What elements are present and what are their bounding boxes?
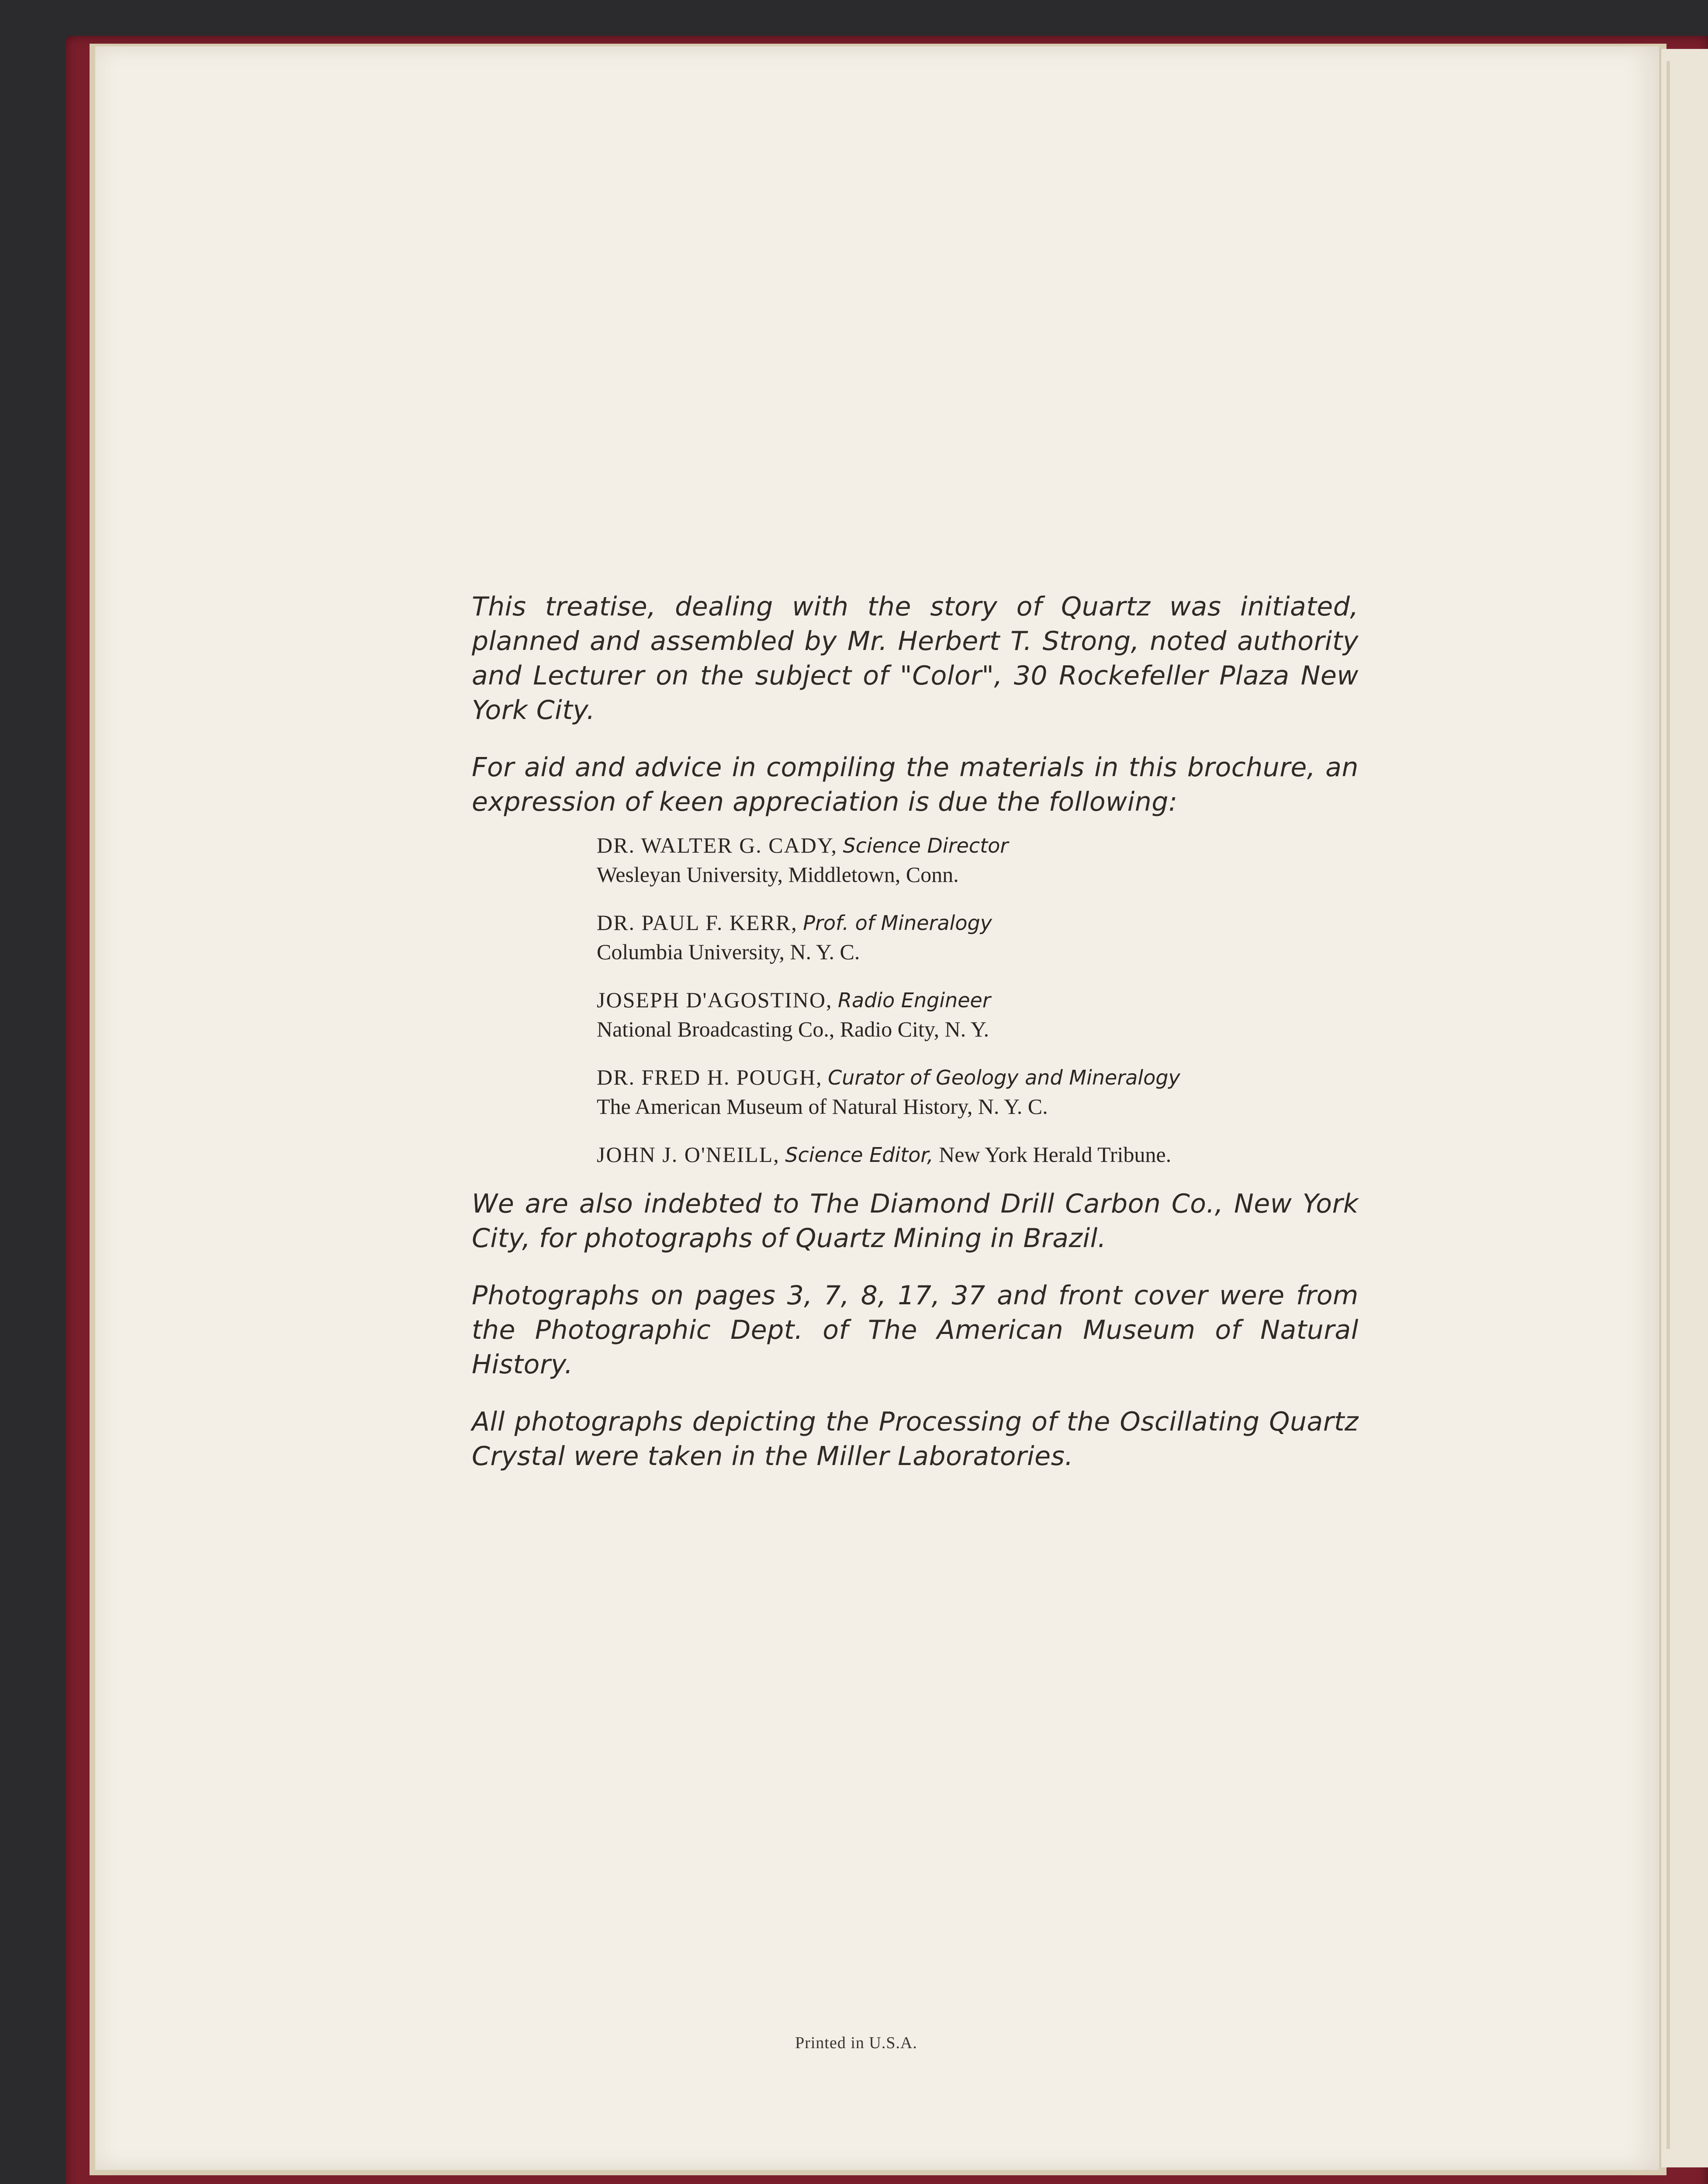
intro-paragraph: This treatise, dealing with the story of Quartz was initiated, planned and assembled by Mr. Herbert T. Strong, noted authority and Lecturer on the subject of "Color", 30 Rockefeller Plaza New York City. [472,591,1359,726]
photographs-paragraph: Photographs on pages 3, 7, 8, 17, 37 and front cover were from the Photographic Dept. of The American Museum of Natural History. [472,1280,1359,1380]
acknowledgement-line [597,831,1359,860]
acknowledgement-entry [597,831,1359,889]
person-name: DR. WALTER G. CADY, [597,833,838,857]
person-name: DR. PAUL F. KERR, [597,910,798,935]
acknowledgement-line [597,985,1359,1015]
acknowledgement-list [597,831,1359,1169]
person-role: Curator of Geology and Mineralogy [828,1066,1180,1089]
acknowledgement-line [597,908,1359,937]
person-affiliation: Wesleyan University, Middletown, Conn. [597,862,959,887]
appreciation-paragraph: For aid and advice in compiling the materials in this brochure, an expression of keen appreciation is due the following: [472,752,1359,817]
printed-in-usa-note: Printed in U.S.A. [795,2034,917,2052]
person-affiliation: National Broadcasting Co., Radio City, N. Y. [597,1017,989,1041]
person-role: Prof. of Mineralogy [803,911,992,935]
acknowledgement-line [597,1140,1359,1169]
person-affiliation: New York Herald Tribune. [939,1142,1172,1167]
acknowledgement-entry [597,1063,1359,1121]
person-role: Radio Engineer [838,988,991,1012]
acknowledgement-entry [597,985,1359,1044]
credits-text-block [472,590,1359,1496]
processing-paragraph: All photographs depicting the Processing of the Oscillating Quartz Crystal were taken in the Miller Laboratories. [472,1406,1359,1472]
acknowledgement-entry [597,908,1359,966]
page-fold-shadow [1667,61,1670,2149]
person-name: JOSEPH D'AGOSTINO, [597,988,833,1012]
person-affiliation: The American Museum of Natural History, N. Y. C. [597,1094,1048,1119]
person-role: Science Editor, [785,1143,934,1167]
person-role: Science Director [843,834,1009,857]
acknowledgement-entry [597,1140,1359,1169]
person-affiliation: Columbia University, N. Y. C. [597,940,860,964]
acknowledgement-line [597,1063,1359,1092]
person-name: JOHN J. O'NEILL, [597,1142,780,1167]
indebted-paragraph: We are also indebted to The Diamond Drill Carbon Co., New York City, for photographs of Quartz Mining in Brazil. [472,1189,1359,1254]
person-name: DR. FRED H. POUGH, [597,1065,823,1089]
